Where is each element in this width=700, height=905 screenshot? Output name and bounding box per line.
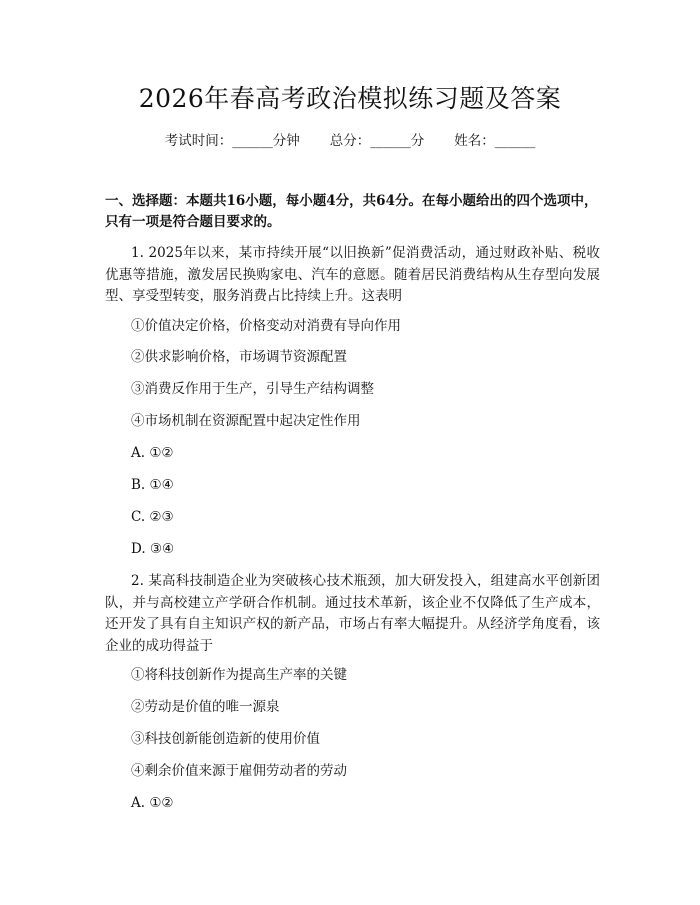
question-2-statement-4: ④剩余价值来源于雇佣劳动者的劳动	[131, 763, 347, 779]
question-1-statement-3: ③消费反作用于生产，引导生产结构调整	[131, 381, 374, 397]
student-name: 姓名：______	[454, 133, 536, 149]
exam-info	[0, 131, 700, 151]
question-2-stem: 2. 某高科技制造企业为突破核心技术瓶颈，加大研发投入，组建高水平创新团队，并与高校建立产学研合作机制。通过技术革新，该企业不仅降低了生产成本，还开发了具有自主知识产权的新产品，市场占有率大幅提升。从经济学角度看，该企业的成功得益于	[105, 573, 600, 654]
page-title: 2026年春高考政治模拟练习题及答案	[138, 84, 562, 113]
total-score: 总分：______分	[329, 133, 425, 149]
question-1-statement-4: ④市场机制在资源配置中起决定性作用	[131, 413, 361, 429]
question-1-choice-b: B. ①④	[131, 477, 174, 493]
exam-time: 考试时间：______分钟	[164, 133, 300, 149]
question-1-choice-a: A. ①②	[131, 445, 174, 461]
question-2-statement-2: ②劳动是价值的唯一源泉	[131, 699, 280, 715]
question-1-statement-1: ①价值决定价格，价格变动对消费有导向作用	[131, 318, 401, 334]
question-2-statement-3: ③科技创新能创造新的使用价值	[131, 731, 320, 747]
section-heading: 一、选择题：本题共16小题，每小题4分，共64分。在每小题给出的四个选项中，只有一项是符合题目要求的。	[105, 193, 598, 230]
question-2-choice-a: A. ①②	[131, 795, 174, 811]
question-2-statement-1: ①将科技创新作为提高生产率的关键	[131, 667, 347, 683]
question-1-statement-2: ②供求影响价格，市场调节资源配置	[131, 349, 347, 365]
question-1-choice-d: D. ③④	[131, 541, 175, 557]
question-1-stem: 1. 2025年以来，某市持续开展“以旧换新”促消费活动，通过财政补贴、税收优惠等措施，激发居民换购家电、汽车的意愿。随着居民消费结构从生存型向发展型、享受型转变，服务消费占比持续上升。这表明	[105, 245, 600, 304]
question-1-choice-c: C. ②③	[131, 509, 174, 525]
